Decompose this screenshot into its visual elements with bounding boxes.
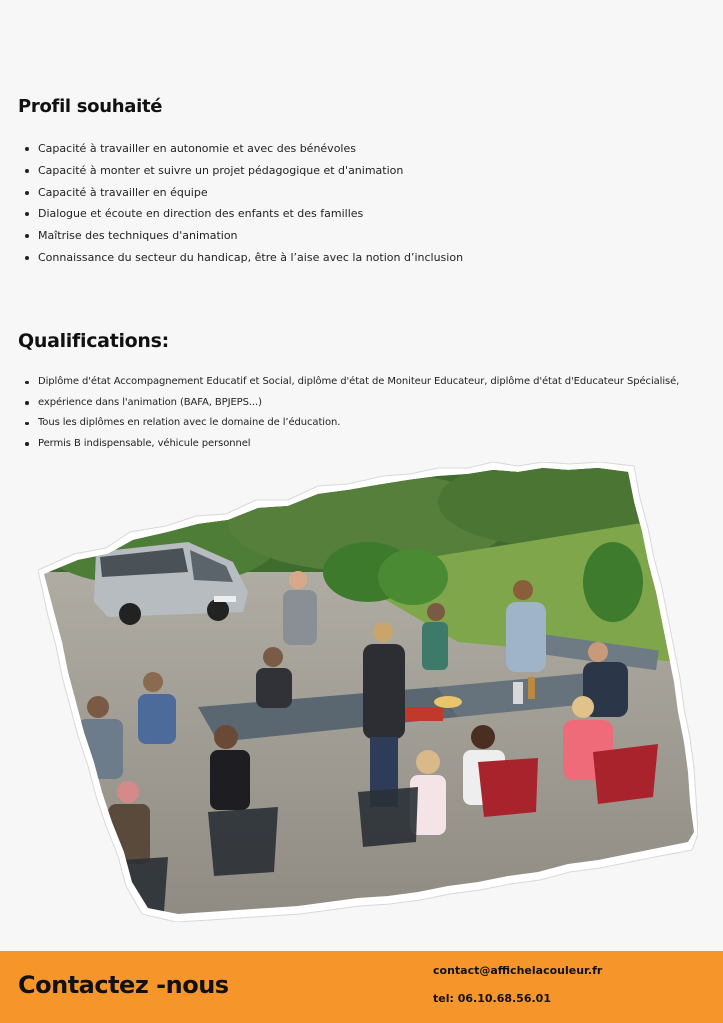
list-item: Capacité à monter et suivre un projet pédagogique et d'animation [24,160,463,182]
contact-phone[interactable]: tel: 06.10.68.56.01 [433,992,551,1005]
list-item: Permis B indispensable, véhicule personnel [24,434,679,455]
list-item: Maîtrise des techniques d'animation [24,225,463,247]
list-item: Tous les diplômes en relation avec le domaine de l’éducation. [24,413,679,434]
profil-section-title: Profil souhaité [18,96,163,117]
qualifications-section-title: Qualifications: [18,330,169,352]
qualifications-list [24,372,679,454]
list-item: Diplôme d'état Accompagnement Educatif et Social, diplôme d'état de Moniteur Educateur, diplôme d'état d'Educateur Spécialisé, [24,372,679,393]
group-photo [38,462,698,922]
contact-heading: Contactez -nous [18,971,229,999]
contact-footer [0,951,723,1023]
list-item: Capacité à travailler en autonomie et avec des bénévoles [24,138,463,160]
profil-list [24,138,463,269]
list-item: Capacité à travailler en équipe [24,182,463,204]
contact-email[interactable]: contact@affichelacouleur.fr [433,964,603,977]
torn-paper-photo [38,462,698,922]
list-item: expérience dans l'animation (BAFA, BPJEPS...) [24,393,679,414]
list-item: Connaissance du secteur du handicap, être à l’aise avec la notion d’inclusion [24,247,463,269]
list-item: Dialogue et écoute en direction des enfants et des familles [24,203,463,225]
